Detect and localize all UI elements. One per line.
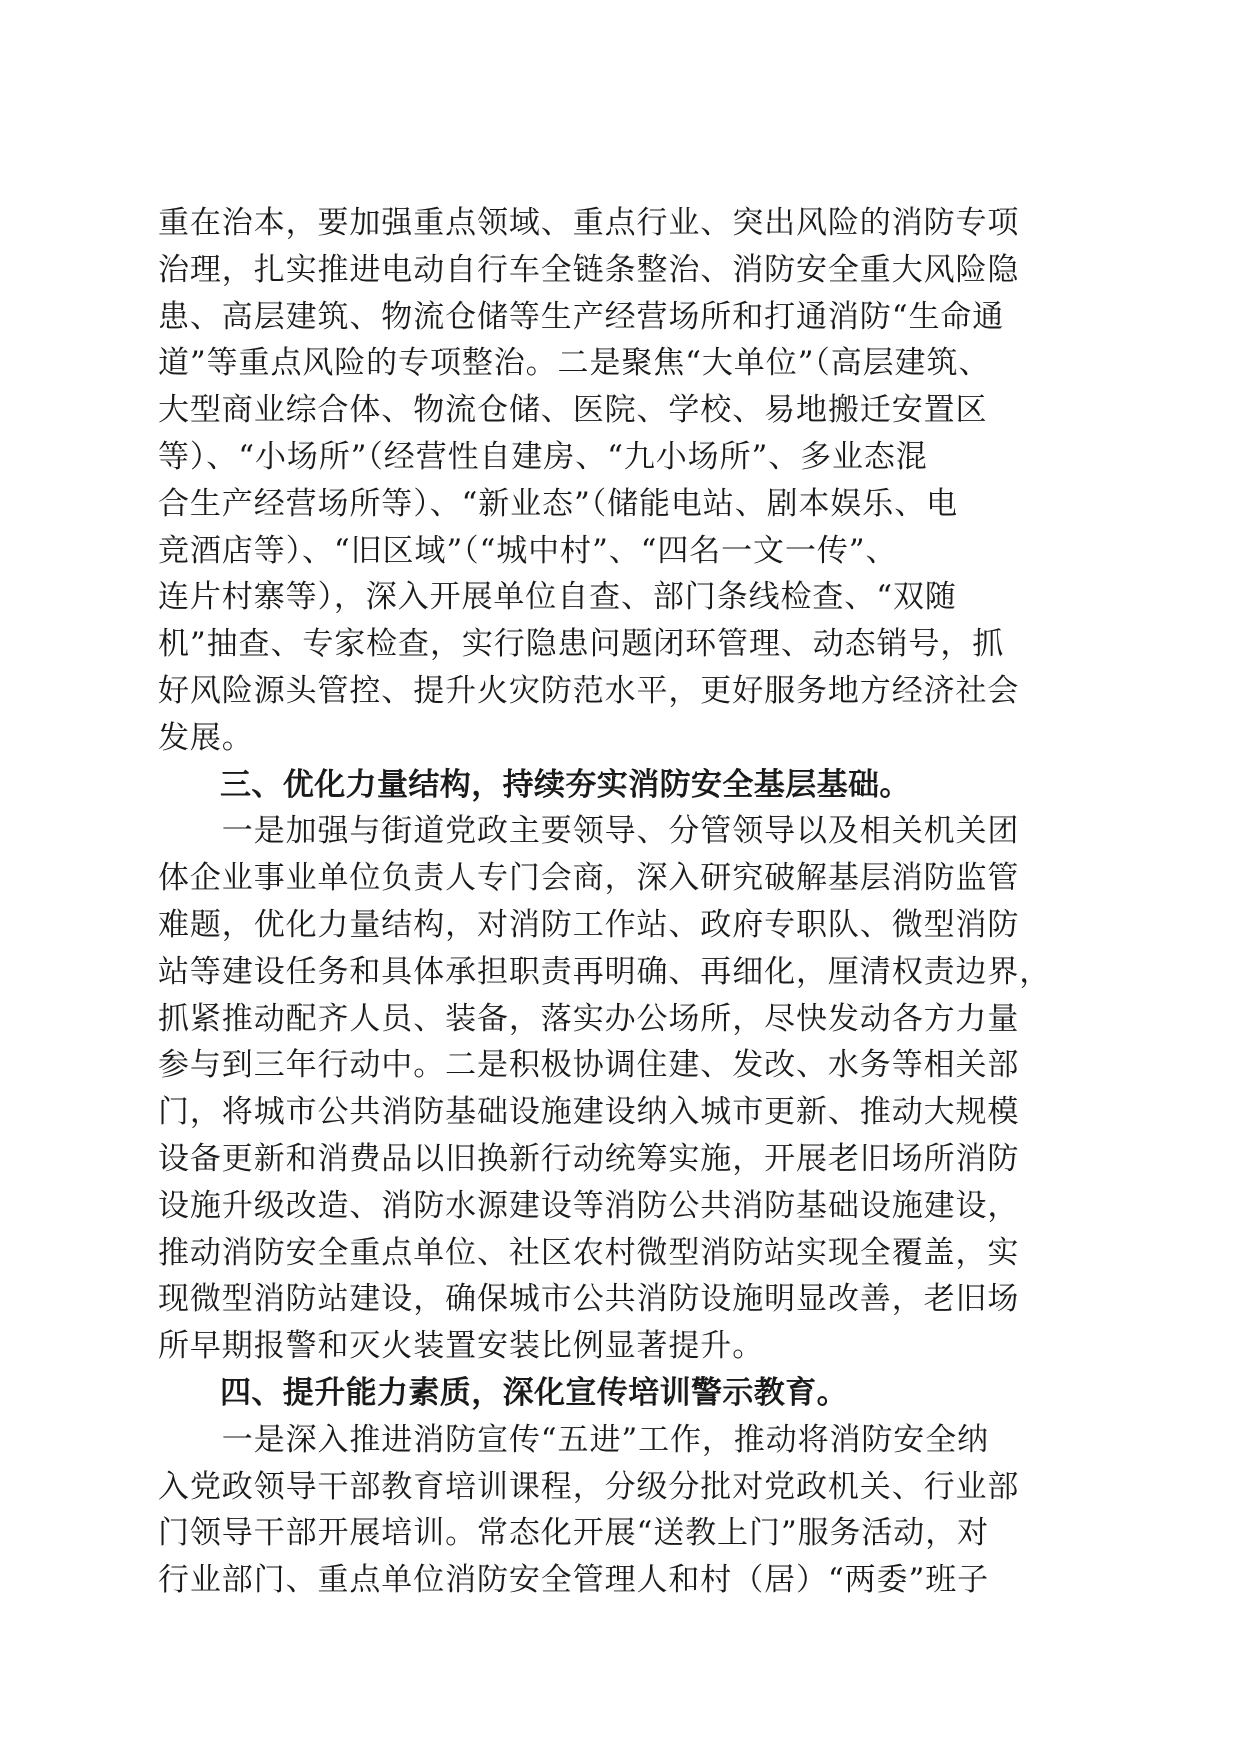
text-line: 门领导干部开展培训。常态化开展“送教上门”服务活动，对 [158, 1515, 989, 1552]
text-line: 连片村寨等），深入开展单位自查、部门条线检查、“双随 [158, 579, 957, 616]
text-line: 所早期报警和灭火装置安装比例显著提升。 [158, 1328, 765, 1365]
text-line: 合生产经营场所等）、“新业态”（储能电站、剧本娱乐、电 [158, 485, 958, 522]
text-line: 设施升级改造、消防水源建设等消防公共消防基础设施建设， [158, 1187, 1020, 1224]
text-line: 难题，优化力量结构，对消防工作站、政府专职队、微型消防 [158, 906, 1020, 943]
text-line: 参与到三年行动中。二是积极协调住建、发改、水务等相关部 [158, 1047, 1020, 1084]
text-line: 好风险源头管控、提升火灾防范水平，更好服务地方经济社会 [158, 672, 1020, 709]
section-4-heading: 四、提升能力素质，深化宣传培训警示教育。 [220, 1374, 848, 1411]
text-line: 入党政领导干部教育培训课程，分级分批对党政机关、行业部 [158, 1468, 1020, 1505]
section-3-paragraph [158, 808, 1083, 1370]
text-line: 机”抽查、专家检查，实行隐患问题闭环管理、动态销号，抓 [158, 626, 1005, 663]
text-line: 道”等重点风险的专项整治。二是聚焦“大单位”（高层建筑、 [158, 345, 991, 382]
section-4-paragraph [158, 1417, 1083, 1604]
text-line: 现微型消防站建设，确保城市公共消防设施明显改善，老旧场 [158, 1281, 1020, 1318]
text-line: 一是加强与街道党政主要领导、分管领导以及相关机关团 [158, 813, 1020, 850]
text-line: 等）、“小场所”（经营性自建房、“九小场所”、多业态混 [158, 438, 928, 475]
text-line: 竞酒店等）、“旧区域”（“城中村”、“四名一文一传”、 [158, 532, 898, 569]
text-line: 一是深入推进消防宣传“五进”工作，推动将消防安全纳 [158, 1421, 989, 1458]
document-page [158, 200, 1083, 1604]
text-line: 行业部门、重点单位消防安全管理人和村（居）“两委”班子 [158, 1562, 989, 1599]
text-line: 发展。 [158, 719, 254, 756]
text-line: 站等建设任务和具体承担职责再明确、再细化，厘清权责边界， [158, 953, 1052, 990]
text-line: 重在治本，要加强重点领域、重点行业、突出风险的消防专项 [158, 205, 1020, 241]
intro-paragraph [158, 200, 1083, 762]
text-line: 患、高层建筑、物流仓储等生产经营场所和打通消防“生命通 [158, 298, 1005, 335]
text-line: 设备更新和消费品以旧换新行动统筹实施，开展老旧场所消防 [158, 1140, 1020, 1177]
text-line: 治理，扎实推进电动自行车全链条整治、消防安全重大风险隐 [158, 251, 1020, 288]
text-line: 大型商业综合体、物流仓储、医院、学校、易地搬迁安置区 [158, 392, 988, 429]
text-line: 推动消防安全重点单位、社区农村微型消防站实现全覆盖，实 [158, 1234, 1020, 1271]
section-3-heading: 三、优化力量结构，持续夯实消防安全基层基础。 [220, 766, 911, 803]
text-line: 抓紧推动配齐人员、装备，落实办公场所，尽快发动各方力量 [158, 1000, 1020, 1037]
text-line: 体企业事业单位负责人专门会商，深入研究破解基层消防监管 [158, 860, 1020, 897]
text-line: 门，将城市公共消防基础设施建设纳入城市更新、推动大规模 [158, 1094, 1020, 1131]
